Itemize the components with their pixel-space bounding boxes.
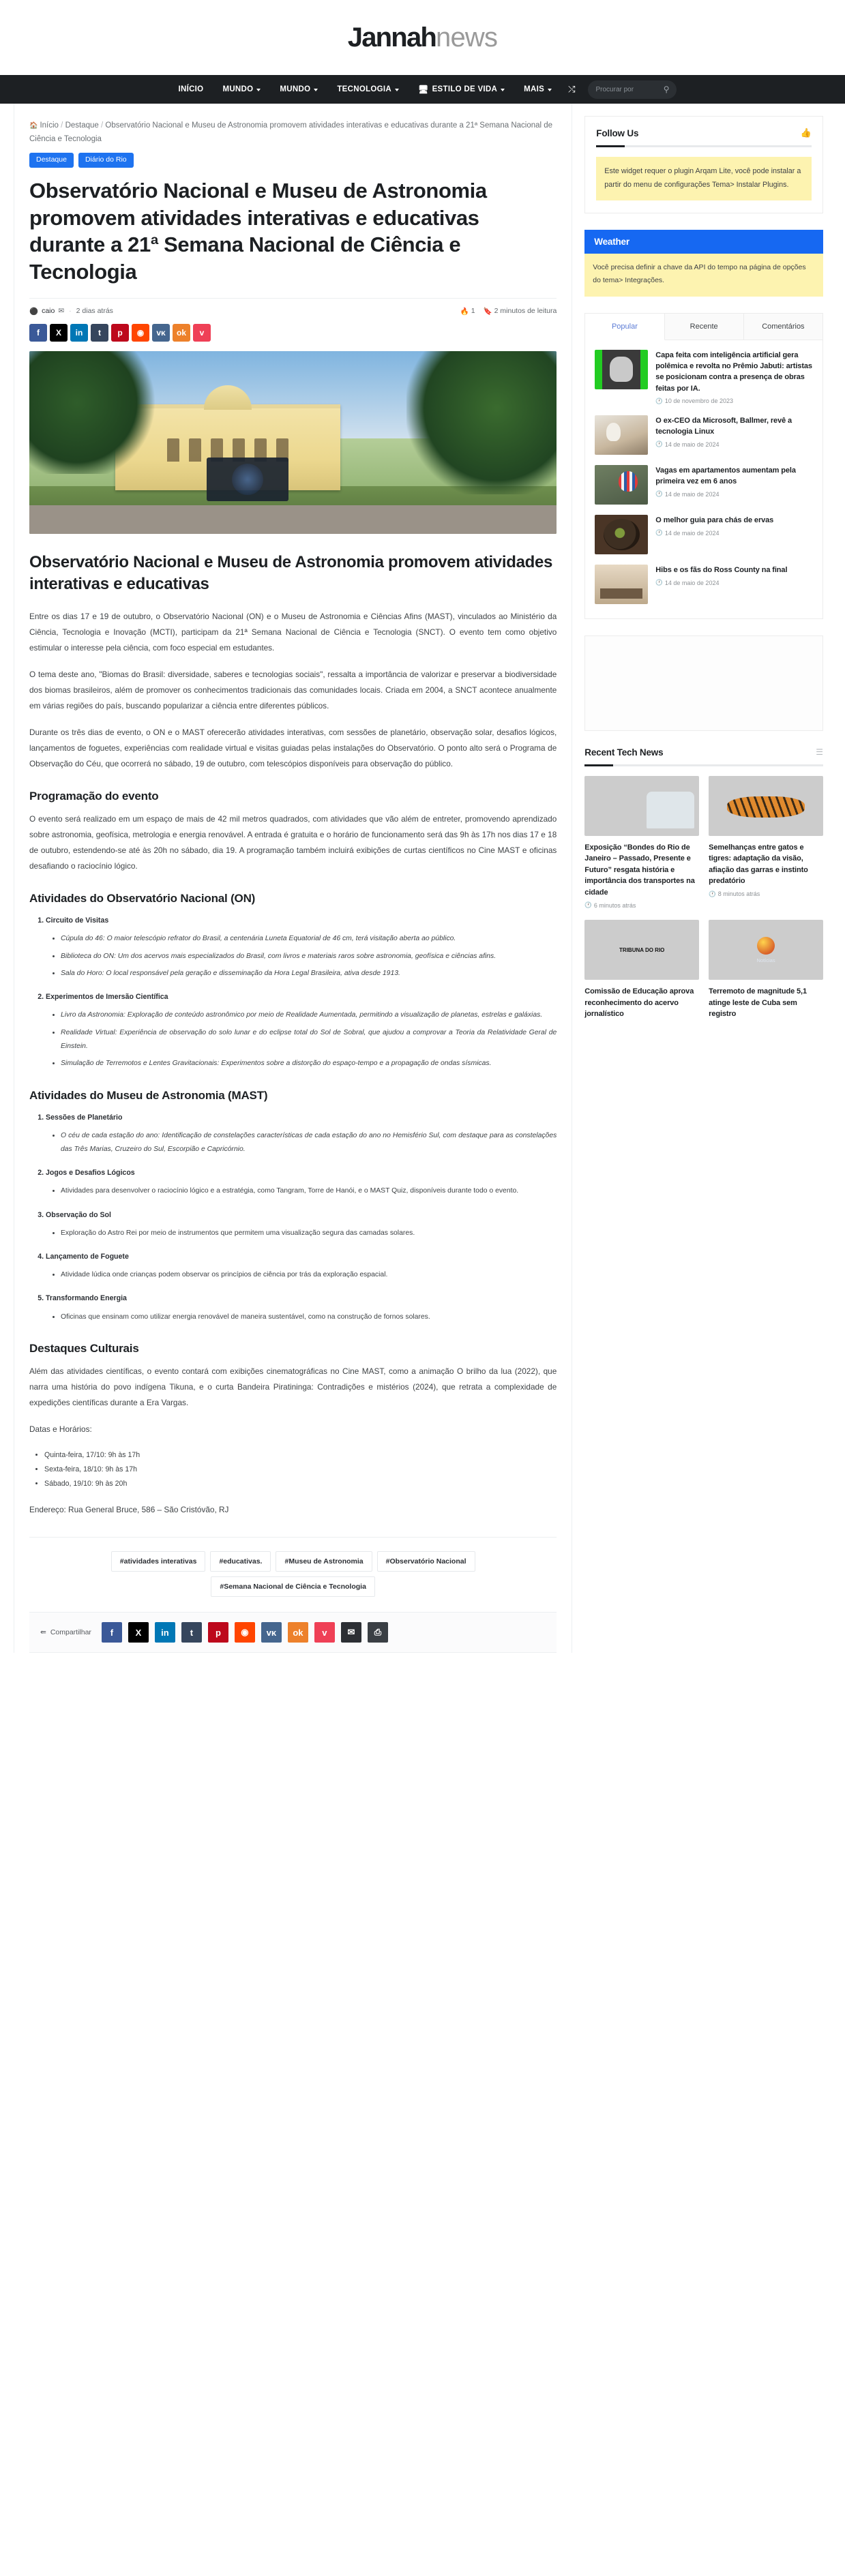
clock-icon: 🕐 [709,890,716,897]
on-sub-item: Livro da Astronomia: Exploração de conteúdo astronômico por meio de Realidade Aumentada, permitindo a visualização de planetas, estrelas e galáxias. [61,1011,543,1019]
print-button[interactable]: ⎙ [368,1622,388,1643]
article-date [709,890,823,898]
nav-item-label: INÍCIO [178,85,204,93]
featured-plaque [207,458,288,501]
mast-sub-item: Oficinas que ensinam como utilizar energia renovável de maneira sustentável, como na construção de fornos solares. [61,1313,430,1321]
breadcrumb [14,104,572,146]
share-email-button[interactable]: ✉ [341,1622,361,1643]
chevron-down-icon [395,89,399,91]
article-date [655,529,813,537]
featured-image [29,351,557,534]
ad-placeholder [584,635,823,731]
clock-icon: 🕐 [655,397,663,404]
share-x-button[interactable]: X [128,1622,149,1643]
nav-item-mundo-2[interactable] [270,75,327,104]
nav-item-label: TECNOLOGIA [337,85,392,93]
section-text-destaques-culturais: Além das atividades científicas, o evento contará com exibições cinematográficas no Cine MAST, como a animação O brilho da lua (2022), que narra uma história do povo indígena Tikuna, e o curta Bandeira Piratininga: Contradições e mistérios (2024), que retrata a complexidade de expedições científicas durante a Era Vargas. [29,1366,557,1407]
chevron-down-icon [314,89,318,91]
nav-item-mais[interactable] [514,75,561,104]
on-sub-item: Simulação de Terremotos e Lentes Gravitacionais: Experimentos sobre a distorção do espaço-tempo e a propagação de ondas sísmicas. [61,1060,492,1068]
section-heading-destaques-culturais: Destaques Culturais [29,1341,139,1355]
article-date-label: 14 de maio de 2024 [664,440,720,448]
share-linkedin-button[interactable]: in [70,324,88,342]
article-thumbnail [595,350,648,389]
site-header [0,0,845,75]
tab-comentarios[interactable]: Comentários [744,314,822,340]
search-icon[interactable]: ⚲ [663,85,670,94]
featured-path [29,505,557,534]
logo-sub-text: news [436,23,498,53]
widget-title: Recent Tech News [584,747,664,758]
article-date [655,490,813,498]
list-item [61,1026,557,1054]
widget-notice: Você precisa definir a chave da API do tempo na página de opções do tema> Integrações. [584,254,823,297]
section-heading-on: Atividades do Observatório Nacional (ON) [29,892,256,905]
widget-underline [596,145,812,147]
share-buttons-top [29,324,557,342]
tab-recente[interactable]: Recente [665,314,744,340]
post-views-count: 1 [471,307,475,316]
widget-title: Weather [584,230,823,254]
article-thumbnail [584,776,699,836]
clock-icon: 🕐 [655,440,663,448]
widget-recent-tech-news [584,747,823,1020]
clock-icon: 🕐 [655,579,663,586]
list-item [61,1057,557,1070]
share-vk-button[interactable]: ᴠᴋ [261,1622,282,1643]
article-title: Semelhanças entre gatos e tigres: adaptação da visão, afiação das garras e instinto predatório [709,843,808,886]
list-item [61,1227,557,1240]
article-thumbnail [595,565,648,604]
tribuna-do-rio-logo: TRIBUNA DO RIO [619,946,665,953]
article-title: O ex-CEO da Microsoft, Ballmer, revê a tecnologia Linux [655,416,792,436]
list-item[interactable] [709,920,823,1020]
nav-item-mundo-1[interactable] [213,75,270,104]
search-input[interactable] [595,85,657,94]
list-item: • Sexta-feira, 18/10: 9h às 17h [44,1463,557,1477]
mast-group-label: Transformando Energia [46,1294,127,1303]
share-pocket-button[interactable]: v [193,324,211,342]
article-thumbnail [595,415,648,455]
breadcrumb-current: Observatório Nacional e Museu de Astronomia promovem atividades interativas e educativas durante a 21ª Semana Nacional de Ciência e Tecnologia [29,121,553,144]
share-tumblr-button[interactable]: t [181,1622,202,1643]
article-title: Hibs e os fãs do Ross County na final [655,565,788,574]
on-sub-item: Sala do Horo: O local responsável pela geração e disseminação da Hora Legal Brasileira, ativa desde 1913. [61,970,400,977]
post-read-time [484,307,557,316]
article-body [14,534,572,1518]
share-linkedin-button[interactable]: in [155,1622,175,1643]
article-title: Vagas em apartamentos aumentam pela primeira vez em 6 anos [655,466,796,486]
clock-icon: 🕐 [584,901,592,909]
post-meta [29,298,557,316]
on-activity-list [29,914,557,1070]
widget-popular-tabs [584,313,823,619]
section-heading-mast: Atividades do Museu de Astronomia (MAST) [29,1088,268,1102]
share-facebook-button[interactable]: f [29,324,47,342]
article-date [584,901,699,909]
widget-weather [584,230,823,297]
fire-icon: 🔥 [460,307,469,316]
list-item[interactable] [595,350,813,405]
mast-group-sublist [46,1227,557,1240]
section-heading-programacao: Programação do evento [29,790,159,803]
home-icon: 🏠 [29,122,38,130]
list-item[interactable] [595,515,813,554]
tab-popular[interactable]: Popular [585,314,664,340]
share-icon: ⇚ [40,1628,46,1637]
on-sub-item: Realidade Virtual: Experiência de observação do solo lunar e do eclipse total do Sol de Sobral, que ajudou a comprovar a Teoria da Relatividade Geral de Einstein. [61,1028,557,1050]
breadcrumb-home[interactable]: Início [40,121,59,130]
breadcrumb-level2[interactable]: Destaque [65,121,99,130]
share-vk-button[interactable]: ᴠᴋ [152,324,170,342]
recent-tech-grid [584,776,823,1020]
mast-activity-list [29,1111,557,1324]
list-item: • Quinta-feira, 17/10: 9h às 17h [44,1448,557,1463]
list-item[interactable] [595,415,813,455]
share-label: Compartilhar [50,1628,91,1637]
site-logo[interactable] [348,24,497,51]
tag-educativas[interactable]: #educativas. [210,1551,271,1572]
mast-sub-item: Exploração do Astro Rei por meio de instrumentos que permitem uma visualização segura das camadas solares. [61,1229,415,1237]
article-title: Comissão de Educação aprova reconhecimento do acervo jornalístico [584,987,694,1019]
category-badge-diario-do-rio[interactable]: Diário do Rio [78,153,134,168]
article-heading: Observatório Nacional e Museu de Astronomia promovem atividades interativas e educativas [29,552,553,593]
widget-underline [584,764,823,766]
share-pinterest-button[interactable]: p [208,1622,228,1643]
list-item [61,932,557,946]
share-facebook-button[interactable]: f [102,1622,122,1643]
nav-item-label: MAIS [524,85,545,93]
list-item [46,1166,557,1198]
on-group-sublist [46,932,557,980]
article-title: Terremoto de magnitude 5,1 atinge leste de Cuba sem registro [709,987,807,1019]
article-paragraph-2: O tema deste ano, "Biomas do Brasil: diversidade, saberes e tecnologias sociais", ressalta a importância de valorizar e preservar a biodiversidade dos biomas brasileiros, além de promover os conhecimentos tradicionais das comunidades locais. Criada em 2004, a SNCT acontece anualmente em várias regiões do país, buscando popularizar a ciência entre diferentes públicos. [29,670,557,711]
list-item[interactable] [709,776,823,910]
on-group-label: Circuito de Visitas [46,916,109,925]
article-paragraph-1: Entre os dias 17 e 19 de outubro, o Observatório Nacional (ON) e o Museu de Astronomia e Ciências Afins (MAST), vinculados ao Ministério da Ciência, Tecnologia e Inovação (MCTI), participam da 21ª Semana Nacional de Ciência e Tecnologia (SNCT). O evento tem como objetivo estimular o interesse pela ciência, com foco especial em estudantes. [29,612,557,653]
breadcrumb-separator: / [61,121,63,130]
article-date [655,579,813,586]
address-line: Endereço: Rua General Bruce, 586 – São Cristóvão, RJ [29,1505,229,1515]
mast-group-sublist [46,1129,557,1157]
chevron-down-icon [256,89,261,91]
nav-item-label: ESTILO DE VIDA [432,85,498,93]
list-item [61,967,557,980]
article-thumbnail [595,515,648,554]
tabs-header [585,314,822,340]
nav-item-tecnologia[interactable] [327,75,409,104]
mast-sub-item: Atividades para desenvolver o raciocínio lógico e a estratégia, como Tangram, Torre de Hanói, e o MAST Quiz, disponíveis durante todo o evento. [61,1187,519,1195]
mast-group-sublist [46,1184,557,1198]
nav-item-label: MUNDO [280,85,311,93]
chevron-down-icon [501,89,505,91]
clock-icon: 🕐 [655,490,663,498]
article-thumbnail [709,776,823,836]
mast-group-sublist [46,1311,557,1324]
list-item[interactable] [584,920,699,1020]
article-thumbnail [595,465,648,505]
list-icon: ☰ [816,747,823,758]
featured-tree-right [406,351,557,494]
list-item [46,1291,557,1323]
share-buttons-bottom [29,1612,557,1653]
article-paragraph-3: Durante os três dias de evento, o ON e o MAST oferecerão atividades interativas, com sessões de planetário, observação solar, desafios lógicos, lançamentos de foguetes, experiências com realidade virtual e visitas guiadas pelas instalações do Observatório. O ponto alto será o Programa de Observação do Céu, que ocorrerá no sábado, 19 de outubro, com telescópios disponíveis para observação do público. [29,728,557,769]
article-date [655,398,813,405]
breadcrumb-separator: / [101,121,104,130]
share-tumblr-button[interactable]: t [91,324,108,342]
list-item[interactable] [595,565,813,604]
article-date-label: 14 de maio de 2024 [664,490,720,498]
article-thumbnail [584,920,699,980]
monitor-icon: 🖥 [418,85,429,94]
widget-follow-us [584,116,823,213]
mail-icon[interactable]: ✉ [58,307,65,316]
mast-sub-item: O céu de cada estação do ano: Identificação de constelações características de cada estação do ano no Hemisfério Sul, com destaque para as constelações das Três Marias, Cruzeiro do Sul, Escorpião e Capricórnio. [61,1131,557,1153]
meta-separator: · [69,307,72,316]
list-item [61,1311,557,1324]
list-item: • Sábado, 19/10: 9h às 20h [44,1477,557,1491]
list-item [46,914,557,980]
tabs-body [585,340,822,618]
tag-semana-nacional[interactable]: #Semana Nacional de Ciência e Tecnologia [211,1576,375,1597]
on-sub-item: Biblioteca do ON: Um dos acervos mais especializados do Brasil, com livros e materiais raros sobre astronomia, geofísica e ciências afins. [61,952,496,960]
list-item[interactable] [584,776,699,910]
widget-advertisement [584,635,823,731]
tag-observatorio-nacional[interactable]: #Observatório Nacional [377,1551,475,1572]
thumbs-up-icon: 👍 [800,128,812,138]
mast-group-label: Observação do Sol [46,1210,111,1219]
avatar-icon: ⚫ [29,307,39,316]
category-badge-destaque[interactable]: Destaque [29,153,74,168]
list-item [61,950,557,963]
category-badges [14,146,572,168]
post-date: 2 dias atrás [76,307,113,316]
sidebar [572,104,831,1653]
share-label-wrap [40,1628,91,1636]
share-reddit-button[interactable]: ◉ [132,324,149,342]
nav-item-inicio[interactable] [168,75,213,104]
article-title: Exposição “Bondes do Rio de Janeiro – Passado, Presente e Futuro” resgata história e importância dos transportes na cidade [584,843,695,897]
mast-sub-item: Atividade lúdica onde crianças podem observar os princípios de ciência por trás da exploração espacial. [61,1271,388,1279]
tag-museu-de-astronomia[interactable]: #Museu de Astronomia [276,1551,372,1572]
share-pinterest-button[interactable]: p [111,324,129,342]
bookmark-icon: 🔖 [483,307,492,316]
on-sub-item: Cúpula do 46: O maior telescópio refrator do Brasil, a centenária Luneta Equatorial de 46 cm, terá visitação aberta ao público. [61,935,456,943]
share-pocket-button[interactable]: v [314,1622,335,1643]
list-item [61,1184,557,1198]
list-item [46,1208,557,1240]
article-date-label: 8 minutos atrás [717,890,760,898]
logo-main-text: Jannah [347,23,436,53]
share-reddit-button[interactable]: ◉ [235,1622,255,1643]
list-item [61,1129,557,1157]
page-title: Observatório Nacional e Museu de Astronomia promovem atividades interativas e educativas durante a 21ª Semana Nacional de Ciência e Tecnologia [29,178,487,284]
nav-item-estilo-de-vida[interactable] [409,75,514,104]
post-read-time-label: 2 minutos de leitura [494,307,557,316]
chevron-down-icon [548,89,552,91]
dates-list [29,1448,557,1492]
list-item [61,1008,557,1022]
dates-label: Datas e Horários: [29,1424,92,1434]
featured-tree-left [29,351,159,474]
main-content [14,104,572,1653]
list-item[interactable] [595,465,813,505]
mast-group-label: Jogos e Desafios Lógicos [46,1169,135,1178]
list-item [61,1268,557,1282]
search-box[interactable] [588,80,677,99]
on-group-label: Experimentos de Imersão Científica [46,993,168,1002]
post-views [460,307,475,316]
main-navigation [0,75,845,104]
random-article-icon[interactable]: ⤭ [568,84,576,94]
post-tags [29,1537,557,1612]
section-text-programacao: O evento será realizado em um espaço de mais de 42 mil metros quadrados, com atividades que vão além de entreter, promovendo aprendizado sobre astronomia, geofísica, metrologia e energia renovável. A entrada é gratuita e o horário de funcionamento será das 9h às 17h nos dias 17 e 18 de outubro, estendendo-se até às 20h no sábado, dia 19. A programação também incluirá exibições de curtas científicos no Cine MAST e oficinas desafiando o raciocínio lógico. [29,814,557,871]
tag-atividades-interativas[interactable]: #atividades interativas [111,1551,206,1572]
article-title: O melhor guia para chás de ervas [655,515,774,524]
article-thumbnail [709,920,823,980]
share-x-button[interactable]: X [50,324,68,342]
list-item [46,1111,557,1157]
article-date-label: 14 de maio de 2024 [664,579,720,586]
clock-icon: 🕐 [655,529,663,537]
widget-title: Follow Us [596,128,639,138]
share-odnoklassniki-button[interactable]: ok [173,324,190,342]
article-date [655,440,813,448]
nav-item-label: MUNDO [222,85,254,93]
noticias-logo-icon [757,937,775,955]
mast-group-label: Sessões de Planetário [46,1113,123,1122]
on-group-sublist [46,1008,557,1070]
article-title: Capa feita com inteligência artificial gera polêmica e revolta no Prêmio Jabuti: artistas se posicionam contra a presença de obras feitas por IA. [655,350,812,393]
noticias-logo-text: Notícias [756,957,775,963]
list-item [46,1250,557,1282]
widget-notice: Este widget requer o plugin Arqam Lite, você pode instalar a partir do menu de configurações Tema> Instalar Plugins. [596,157,812,200]
mast-group-label: Lançamento de Foguete [46,1253,129,1261]
article-date-label: 14 de maio de 2024 [664,529,720,537]
article-date-label: 6 minutos atrás [593,901,636,909]
article-date-label: 10 de novembro de 2023 [664,398,733,405]
share-odnoklassniki-button[interactable]: ok [288,1622,308,1643]
mast-group-sublist [46,1268,557,1282]
post-author[interactable]: caio [42,307,55,316]
list-item [46,990,557,1070]
